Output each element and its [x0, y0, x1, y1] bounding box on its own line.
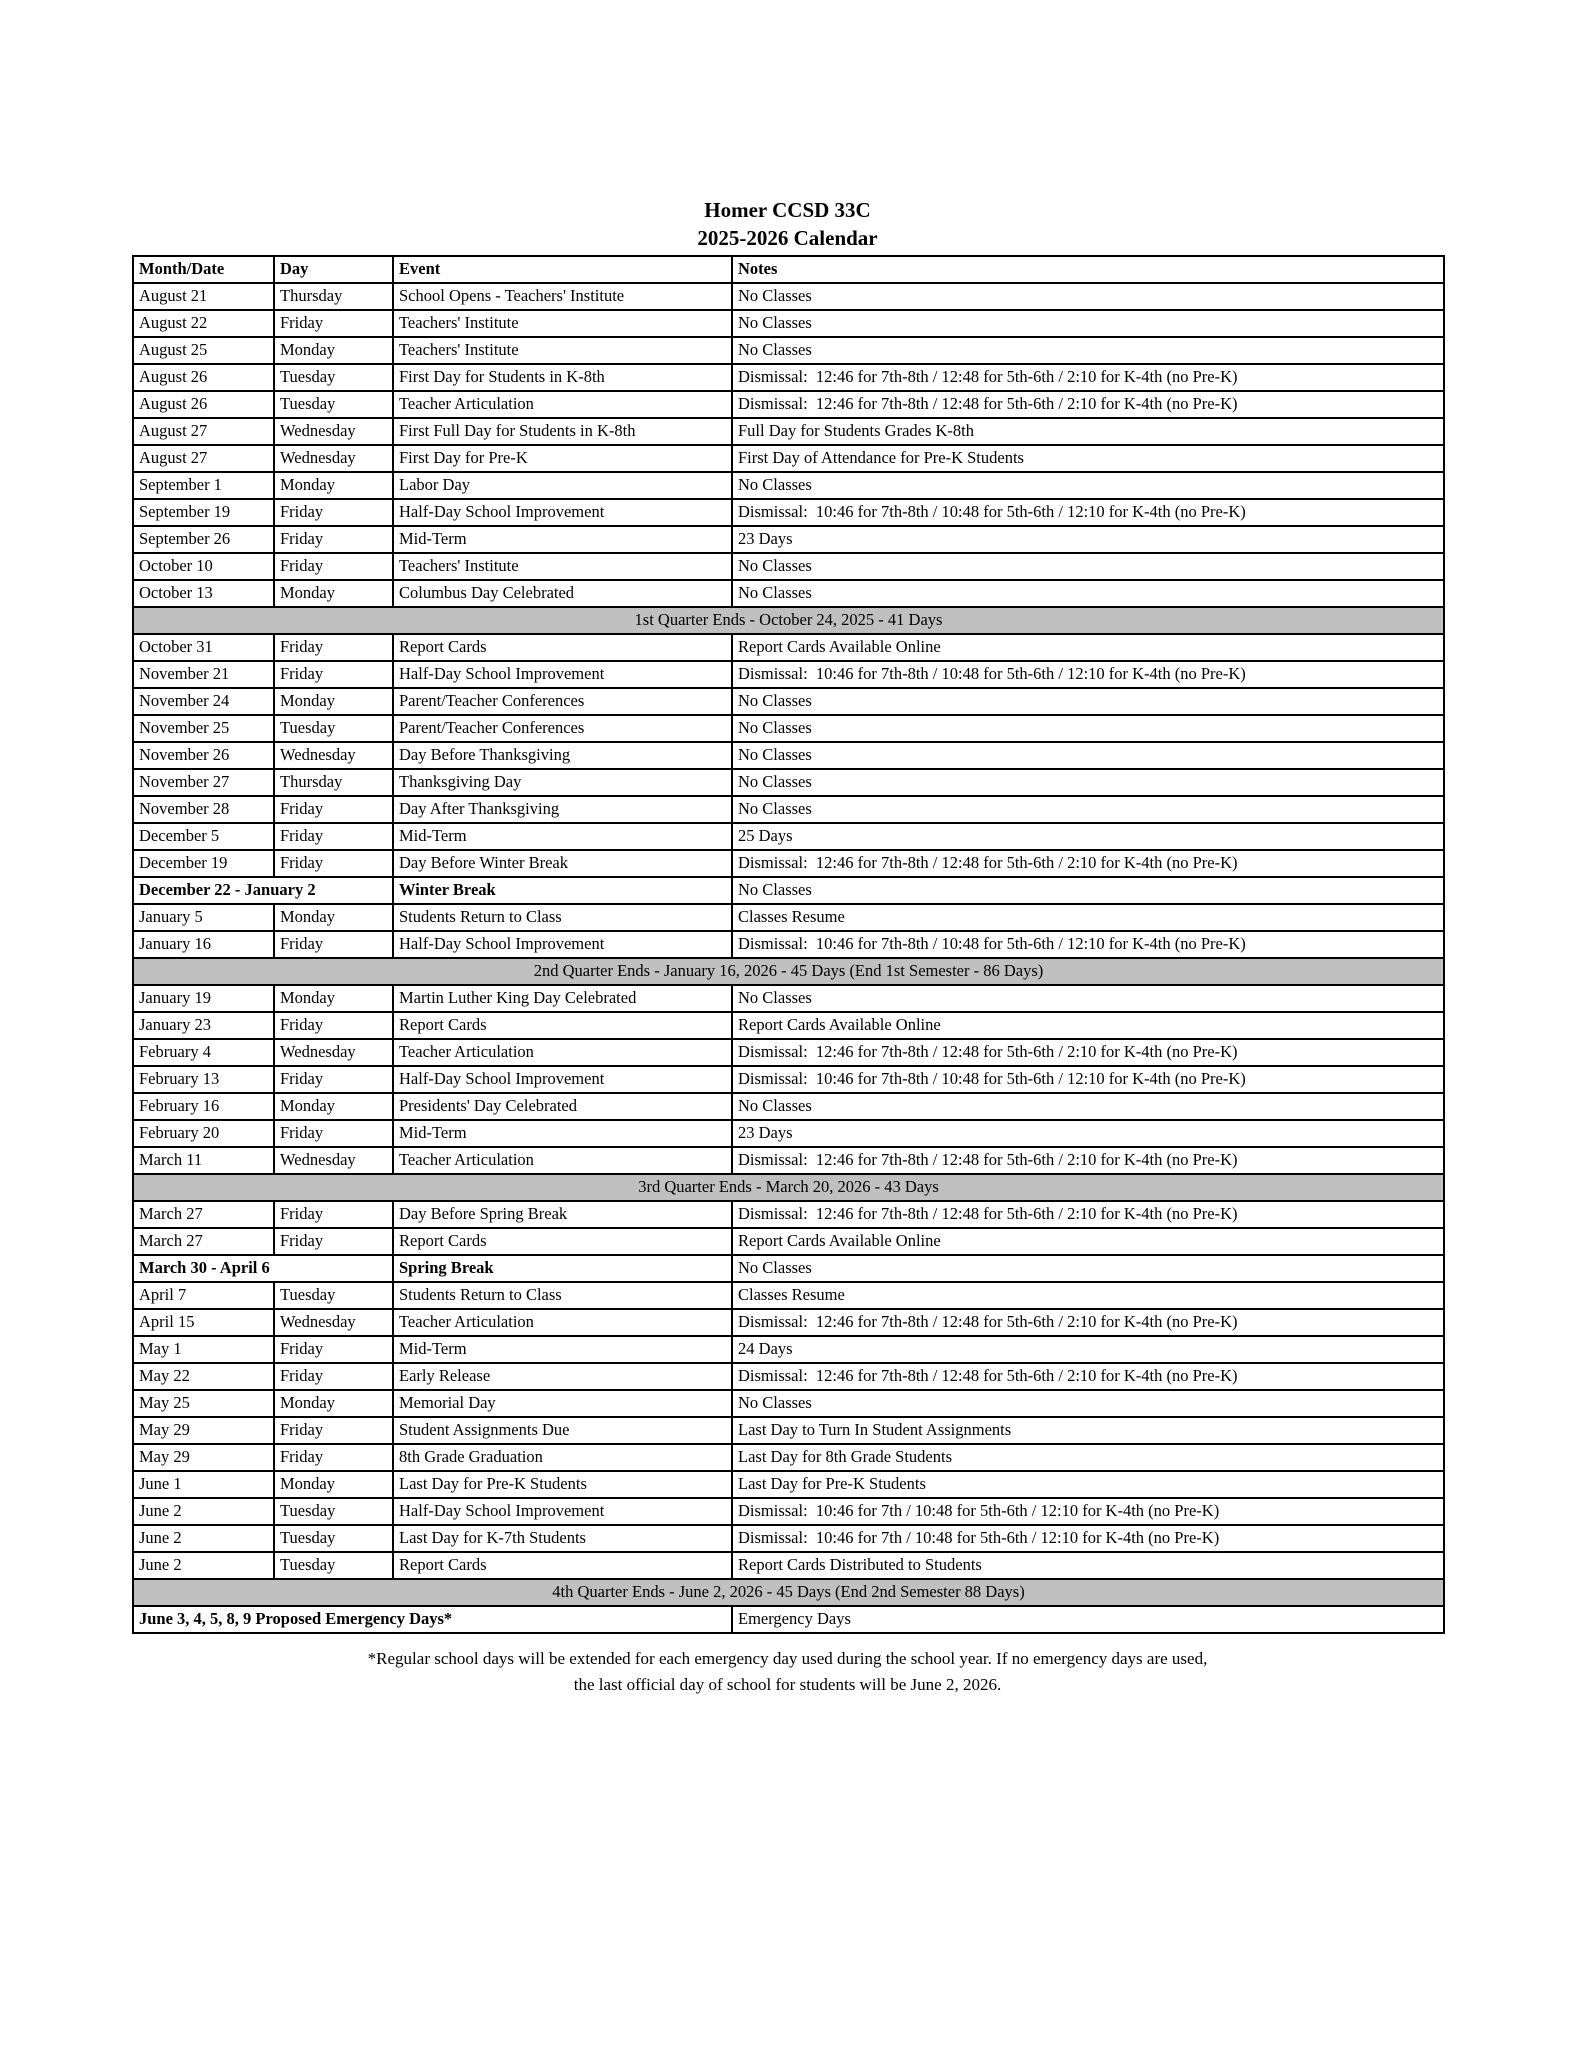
cell-month-date: October 10	[133, 553, 274, 580]
cell-notes: Dismissal: 10:46 for 7th-8th / 10:48 for 5th-6th / 12:10 for K-4th (no Pre-K)	[732, 499, 1444, 526]
cell-event: Teacher Articulation	[393, 1039, 732, 1066]
table-row	[133, 553, 1444, 580]
cell-month-date: June 2	[133, 1525, 274, 1552]
cell-month-date: May 22	[133, 1363, 274, 1390]
calendar-table-body	[133, 283, 1444, 1633]
cell-notes: First Day of Attendance for Pre-K Students	[732, 445, 1444, 472]
break-row	[133, 877, 1444, 904]
table-row	[133, 310, 1444, 337]
cell-notes: Dismissal: 12:46 for 7th-8th / 12:48 for 5th-6th / 2:10 for K-4th (no Pre-K)	[732, 1039, 1444, 1066]
table-row	[133, 1066, 1444, 1093]
cell-month-date: November 28	[133, 796, 274, 823]
header-month-date: Month/Date	[133, 256, 274, 283]
cell-notes: Classes Resume	[732, 904, 1444, 931]
cell-day: Tuesday	[274, 391, 393, 418]
emergency-days-row	[133, 1606, 1444, 1633]
cell-month-date: April 7	[133, 1282, 274, 1309]
cell-event: Day Before Spring Break	[393, 1201, 732, 1228]
cell-notes: No Classes	[732, 337, 1444, 364]
table-row	[133, 1012, 1444, 1039]
cell-notes: No Classes	[732, 283, 1444, 310]
cell-day: Friday	[274, 661, 393, 688]
cell-notes: Dismissal: 12:46 for 7th-8th / 12:48 for 5th-6th / 2:10 for K-4th (no Pre-K)	[732, 1147, 1444, 1174]
cell-day: Wednesday	[274, 1147, 393, 1174]
cell-day: Tuesday	[274, 364, 393, 391]
cell-notes: Dismissal: 12:46 for 7th-8th / 12:48 for 5th-6th / 2:10 for K-4th (no Pre-K)	[732, 1363, 1444, 1390]
table-row	[133, 634, 1444, 661]
cell-notes: Last Day to Turn In Student Assignments	[732, 1417, 1444, 1444]
footnote-line-1: *Regular school days will be extended for each emergency day used during the school year. If no emergency days are used,	[367, 1649, 1208, 1668]
cell-notes: Classes Resume	[732, 1282, 1444, 1309]
cell-event: Half-Day School Improvement	[393, 931, 732, 958]
cell-month-date: August 26	[133, 391, 274, 418]
cell-event: School Opens - Teachers' Institute	[393, 283, 732, 310]
quarter-banner: 1st Quarter Ends - October 24, 2025 - 41 Days	[133, 607, 1444, 634]
cell-day: Friday	[274, 526, 393, 553]
header-notes: Notes	[732, 256, 1444, 283]
table-row	[133, 796, 1444, 823]
cell-event: Half-Day School Improvement	[393, 1066, 732, 1093]
cell-day: Friday	[274, 634, 393, 661]
cell-month-date: March 11	[133, 1147, 274, 1174]
table-row	[133, 823, 1444, 850]
cell-event: Mid-Term	[393, 823, 732, 850]
cell-month-date: November 26	[133, 742, 274, 769]
cell-event: Last Day for Pre-K Students	[393, 1471, 732, 1498]
cell-day: Wednesday	[274, 1309, 393, 1336]
cell-month-date: May 29	[133, 1417, 274, 1444]
cell-event: Mid-Term	[393, 1120, 732, 1147]
cell-day: Friday	[274, 1444, 393, 1471]
footnote-line-2: the last official day of school for students will be June 2, 2026.	[573, 1675, 1002, 1694]
table-row	[133, 1363, 1444, 1390]
cell-event: First Day for Students in K-8th	[393, 364, 732, 391]
cell-notes: No Classes	[732, 796, 1444, 823]
cell-notes: Report Cards Available Online	[732, 1228, 1444, 1255]
cell-notes: Dismissal: 10:46 for 7th-8th / 10:48 for 5th-6th / 12:10 for K-4th (no Pre-K)	[732, 661, 1444, 688]
cell-event: 8th Grade Graduation	[393, 1444, 732, 1471]
cell-day: Friday	[274, 1228, 393, 1255]
cell-month-date: March 27	[133, 1228, 274, 1255]
cell-event: Teachers' Institute	[393, 337, 732, 364]
cell-notes: 23 Days	[732, 526, 1444, 553]
cell-event: Day After Thanksgiving	[393, 796, 732, 823]
cell-event: Spring Break	[393, 1255, 732, 1282]
cell-month-date: September 1	[133, 472, 274, 499]
cell-day: Friday	[274, 310, 393, 337]
cell-day: Tuesday	[274, 1552, 393, 1579]
cell-day: Friday	[274, 796, 393, 823]
cell-notes: No Classes	[732, 769, 1444, 796]
calendar-year-title: 2025-2026 Calendar	[697, 226, 878, 250]
cell-notes: Dismissal: 12:46 for 7th-8th / 12:48 for 5th-6th / 2:10 for K-4th (no Pre-K)	[732, 850, 1444, 877]
cell-notes: Last Day for Pre-K Students	[732, 1471, 1444, 1498]
cell-notes: No Classes	[732, 688, 1444, 715]
cell-notes: Dismissal: 10:46 for 7th / 10:48 for 5th-6th / 12:10 for K-4th (no Pre-K)	[732, 1498, 1444, 1525]
cell-day: Tuesday	[274, 1282, 393, 1309]
cell-event: Mid-Term	[393, 526, 732, 553]
table-row	[133, 742, 1444, 769]
table-row	[133, 472, 1444, 499]
cell-event: Teachers' Institute	[393, 310, 732, 337]
cell-event: Day Before Thanksgiving	[393, 742, 732, 769]
cell-day: Monday	[274, 337, 393, 364]
cell-month-date: June 2	[133, 1498, 274, 1525]
cell-notes: No Classes	[732, 472, 1444, 499]
cell-month-date: February 16	[133, 1093, 274, 1120]
cell-day: Monday	[274, 580, 393, 607]
cell-month-date: February 13	[133, 1066, 274, 1093]
table-row	[133, 1120, 1444, 1147]
table-row	[133, 1336, 1444, 1363]
cell-event: Columbus Day Celebrated	[393, 580, 732, 607]
cell-notes: No Classes	[732, 715, 1444, 742]
cell-day: Monday	[274, 985, 393, 1012]
cell-month-date: November 27	[133, 769, 274, 796]
quarter-banner: 4th Quarter Ends - June 2, 2026 - 45 Days (End 2nd Semester 88 Days)	[133, 1579, 1444, 1606]
cell-day: Friday	[274, 499, 393, 526]
cell-notes: Full Day for Students Grades K-8th	[732, 418, 1444, 445]
cell-notes: Dismissal: 12:46 for 7th-8th / 12:48 for 5th-6th / 2:10 for K-4th (no Pre-K)	[732, 364, 1444, 391]
table-row	[133, 904, 1444, 931]
cell-month-date: March 27	[133, 1201, 274, 1228]
cell-day: Thursday	[274, 283, 393, 310]
cell-event: Teacher Articulation	[393, 391, 732, 418]
quarter-banner: 2nd Quarter Ends - January 16, 2026 - 45 Days (End 1st Semester - 86 Days)	[133, 958, 1444, 985]
table-row	[133, 1444, 1444, 1471]
cell-day: Friday	[274, 1417, 393, 1444]
cell-event: Teacher Articulation	[393, 1309, 732, 1336]
quarter-banner-row	[133, 958, 1444, 985]
cell-month-date: May 25	[133, 1390, 274, 1417]
cell-day: Monday	[274, 1471, 393, 1498]
table-row	[133, 985, 1444, 1012]
document-title-block	[132, 196, 1443, 252]
district-title: Homer CCSD 33C	[704, 198, 871, 222]
cell-event: Teachers' Institute	[393, 553, 732, 580]
cell-notes: Dismissal: 10:46 for 7th-8th / 10:48 for 5th-6th / 12:10 for K-4th (no Pre-K)	[732, 931, 1444, 958]
table-row	[133, 1417, 1444, 1444]
cell-notes: No Classes	[732, 553, 1444, 580]
cell-event: Last Day for K-7th Students	[393, 1525, 732, 1552]
cell-event: Student Assignments Due	[393, 1417, 732, 1444]
cell-event: Report Cards	[393, 1552, 732, 1579]
table-row	[133, 661, 1444, 688]
table-row	[133, 1390, 1444, 1417]
cell-event: Half-Day School Improvement	[393, 661, 732, 688]
cell-event: Report Cards	[393, 1012, 732, 1039]
cell-month-date: August 27	[133, 418, 274, 445]
cell-month-date: June 2	[133, 1552, 274, 1579]
cell-month-date: February 4	[133, 1039, 274, 1066]
cell-day: Friday	[274, 1120, 393, 1147]
cell-day: Wednesday	[274, 742, 393, 769]
calendar-table	[132, 255, 1445, 1634]
cell-month-date: November 24	[133, 688, 274, 715]
cell-notes: 24 Days	[732, 1336, 1444, 1363]
cell-month-date: August 27	[133, 445, 274, 472]
cell-notes: No Classes	[732, 985, 1444, 1012]
cell-month-date: October 31	[133, 634, 274, 661]
cell-month-date: October 13	[133, 580, 274, 607]
cell-month-date: February 20	[133, 1120, 274, 1147]
table-row	[133, 1147, 1444, 1174]
cell-month-date: December 19	[133, 850, 274, 877]
break-row	[133, 1255, 1444, 1282]
cell-event: Labor Day	[393, 472, 732, 499]
cell-event: Memorial Day	[393, 1390, 732, 1417]
header-day: Day	[274, 256, 393, 283]
table-row	[133, 364, 1444, 391]
cell-notes: No Classes	[732, 742, 1444, 769]
cell-notes: Dismissal: 12:46 for 7th-8th / 12:48 for 5th-6th / 2:10 for K-4th (no Pre-K)	[732, 1201, 1444, 1228]
cell-event: Students Return to Class	[393, 904, 732, 931]
cell-notes: 25 Days	[732, 823, 1444, 850]
cell-day: Tuesday	[274, 715, 393, 742]
cell-month-date: November 21	[133, 661, 274, 688]
cell-notes: Emergency Days	[732, 1606, 1444, 1633]
cell-event: Presidents' Day Celebrated	[393, 1093, 732, 1120]
cell-notes: Report Cards Available Online	[732, 634, 1444, 661]
cell-month-date: January 5	[133, 904, 274, 931]
cell-month-date: January 23	[133, 1012, 274, 1039]
quarter-banner-row	[133, 607, 1444, 634]
cell-day: Tuesday	[274, 1525, 393, 1552]
cell-notes: Dismissal: 12:46 for 7th-8th / 12:48 for 5th-6th / 2:10 for K-4th (no Pre-K)	[732, 1309, 1444, 1336]
cell-month-date-range: December 22 - January 2	[133, 877, 393, 904]
cell-event: First Day for Pre-K	[393, 445, 732, 472]
cell-notes: No Classes	[732, 877, 1444, 904]
cell-month-date: August 26	[133, 364, 274, 391]
calendar-document	[132, 196, 1443, 1698]
cell-event: Half-Day School Improvement	[393, 499, 732, 526]
table-row	[133, 715, 1444, 742]
cell-month-date: January 16	[133, 931, 274, 958]
cell-day: Thursday	[274, 769, 393, 796]
cell-month-date: November 25	[133, 715, 274, 742]
cell-notes: Report Cards Available Online	[732, 1012, 1444, 1039]
cell-day: Monday	[274, 1390, 393, 1417]
cell-month-date: December 5	[133, 823, 274, 850]
cell-day: Monday	[274, 1093, 393, 1120]
cell-month-date: August 22	[133, 310, 274, 337]
cell-notes: 23 Days	[732, 1120, 1444, 1147]
cell-month-date: August 25	[133, 337, 274, 364]
cell-event: Students Return to Class	[393, 1282, 732, 1309]
table-row	[133, 1093, 1444, 1120]
cell-event: Report Cards	[393, 634, 732, 661]
cell-day: Tuesday	[274, 1498, 393, 1525]
cell-day: Monday	[274, 904, 393, 931]
table-row	[133, 391, 1444, 418]
table-row	[133, 1309, 1444, 1336]
table-row	[133, 283, 1444, 310]
cell-month-date-range: March 30 - April 6	[133, 1255, 393, 1282]
table-row	[133, 1471, 1444, 1498]
quarter-banner-row	[133, 1174, 1444, 1201]
table-row	[133, 1039, 1444, 1066]
cell-day: Wednesday	[274, 445, 393, 472]
cell-month-date: May 29	[133, 1444, 274, 1471]
cell-day: Friday	[274, 1363, 393, 1390]
table-row	[133, 850, 1444, 877]
cell-notes: No Classes	[732, 310, 1444, 337]
table-row	[133, 1282, 1444, 1309]
cell-notes: No Classes	[732, 1390, 1444, 1417]
cell-event: Mid-Term	[393, 1336, 732, 1363]
cell-event: Winter Break	[393, 877, 732, 904]
cell-day: Friday	[274, 1066, 393, 1093]
cell-event: First Full Day for Students in K-8th	[393, 418, 732, 445]
quarter-banner: 3rd Quarter Ends - March 20, 2026 - 43 Days	[133, 1174, 1444, 1201]
cell-month-date: August 21	[133, 283, 274, 310]
cell-notes: No Classes	[732, 1093, 1444, 1120]
cell-day: Friday	[274, 1336, 393, 1363]
cell-event: Teacher Articulation	[393, 1147, 732, 1174]
cell-event: Early Release	[393, 1363, 732, 1390]
table-row	[133, 769, 1444, 796]
cell-month-date: May 1	[133, 1336, 274, 1363]
cell-event: Martin Luther King Day Celebrated	[393, 985, 732, 1012]
cell-notes: Last Day for 8th Grade Students	[732, 1444, 1444, 1471]
table-row	[133, 499, 1444, 526]
table-row	[133, 1552, 1444, 1579]
table-row	[133, 580, 1444, 607]
cell-event: Thanksgiving Day	[393, 769, 732, 796]
cell-month-date: April 15	[133, 1309, 274, 1336]
cell-day: Wednesday	[274, 1039, 393, 1066]
cell-notes: No Classes	[732, 580, 1444, 607]
table-row	[133, 418, 1444, 445]
table-row	[133, 1525, 1444, 1552]
cell-notes: No Classes	[732, 1255, 1444, 1282]
cell-event: Report Cards	[393, 1228, 732, 1255]
table-row	[133, 688, 1444, 715]
cell-day: Friday	[274, 850, 393, 877]
cell-day: Wednesday	[274, 418, 393, 445]
table-row	[133, 337, 1444, 364]
cell-notes: Dismissal: 10:46 for 7th-8th / 10:48 for 5th-6th / 12:10 for K-4th (no Pre-K)	[732, 1066, 1444, 1093]
table-row	[133, 931, 1444, 958]
cell-day: Friday	[274, 931, 393, 958]
cell-day: Friday	[274, 1201, 393, 1228]
cell-month-date: June 1	[133, 1471, 274, 1498]
table-row	[133, 526, 1444, 553]
cell-day: Monday	[274, 472, 393, 499]
cell-event: Half-Day School Improvement	[393, 1498, 732, 1525]
cell-notes: Dismissal: 10:46 for 7th / 10:48 for 5th-6th / 12:10 for K-4th (no Pre-K)	[732, 1525, 1444, 1552]
cell-month-date: January 19	[133, 985, 274, 1012]
cell-event: Day Before Winter Break	[393, 850, 732, 877]
cell-day: Friday	[274, 553, 393, 580]
cell-event: Parent/Teacher Conferences	[393, 688, 732, 715]
cell-month-date: September 26	[133, 526, 274, 553]
cell-day: Friday	[274, 1012, 393, 1039]
cell-event: Parent/Teacher Conferences	[393, 715, 732, 742]
table-row	[133, 1228, 1444, 1255]
cell-notes: Dismissal: 12:46 for 7th-8th / 12:48 for 5th-6th / 2:10 for K-4th (no Pre-K)	[732, 391, 1444, 418]
table-row	[133, 445, 1444, 472]
table-row	[133, 1498, 1444, 1525]
header-event: Event	[393, 256, 732, 283]
header-row	[133, 256, 1444, 283]
cell-emergency-days: June 3, 4, 5, 8, 9 Proposed Emergency Days*	[133, 1606, 732, 1633]
table-row	[133, 1201, 1444, 1228]
cell-day: Friday	[274, 823, 393, 850]
cell-day: Monday	[274, 688, 393, 715]
footnote-block	[132, 1646, 1443, 1698]
cell-month-date: September 19	[133, 499, 274, 526]
cell-notes: Report Cards Distributed to Students	[732, 1552, 1444, 1579]
quarter-banner-row	[133, 1579, 1444, 1606]
